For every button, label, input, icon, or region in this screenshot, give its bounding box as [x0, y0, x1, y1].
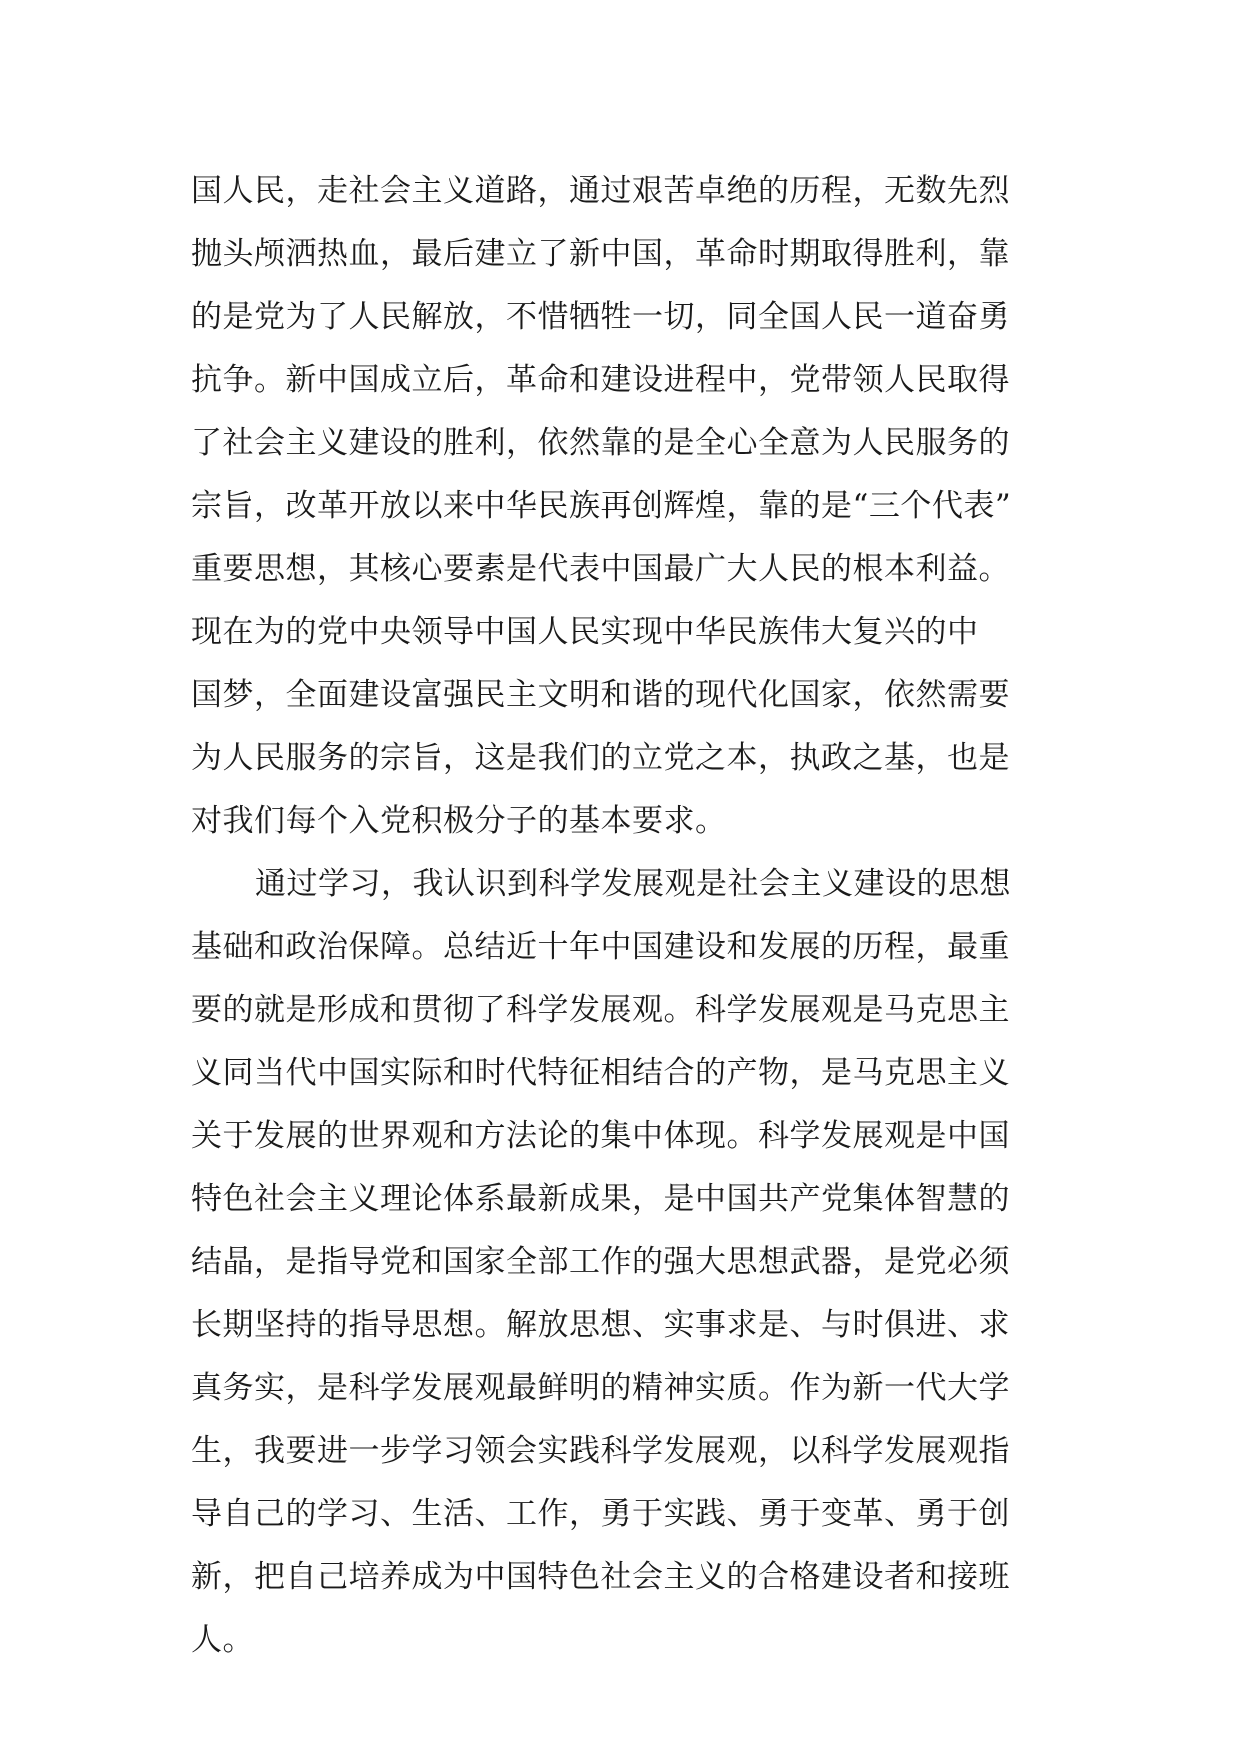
paragraph-1 [191, 160, 1071, 853]
text-line: 义同当代中国实际和时代特征相结合的产物，是马克思主义 [191, 1055, 1010, 1091]
text-line: 为人民服务的宗旨，这是我们的立党之本，执政之基，也是 [191, 740, 1010, 776]
text-line: 新，把自己培养成为中国特色社会主义的合格建设者和接班 [191, 1559, 1010, 1595]
text-line: 基础和政治保障。总结近十年中国建设和发展的历程，最重 [191, 929, 1010, 965]
paragraph-2 [191, 853, 1071, 1672]
text-line: 生，我要进一步学习领会实践科学发展观，以科学发展观指 [191, 1433, 1010, 1469]
text-line: 抗争。新中国成立后，革命和建设进程中，党带领人民取得 [191, 362, 1010, 398]
text-line: 导自己的学习、生活、工作，勇于实践、勇于变革、勇于创 [191, 1496, 1010, 1532]
text-line: 特色社会主义理论体系最新成果，是中国共产党集体智慧的 [191, 1181, 1010, 1217]
text-line: 的是党为了人民解放，不惜牺牲一切，同全国人民一道奋勇 [191, 299, 1010, 335]
text-line: 重要思想，其核心要素是代表中国最广大人民的根本利益。 [191, 551, 1010, 587]
text-line: 了社会主义建设的胜利，依然靠的是全心全意为人民服务的 [191, 425, 1010, 461]
text-line: 长期坚持的指导思想。解放思想、实事求是、与时俱进、求 [191, 1307, 1010, 1343]
text-line: 人。 [191, 1622, 254, 1658]
text-line: 真务实，是科学发展观最鲜明的精神实质。作为新一代大学 [191, 1370, 1010, 1406]
text-line: 抛头颅洒热血，最后建立了新中国，革命时期取得胜利，靠 [191, 236, 1010, 272]
text-line: 现在为的党中央领导中国人民实现中华民族伟大复兴的中 [191, 614, 979, 650]
text-line: 对我们每个入党积极分子的基本要求。 [191, 803, 727, 839]
text-line: 关于发展的世界观和方法论的集中体现。科学发展观是中国 [191, 1118, 1010, 1154]
text-line: 宗旨，改革开放以来中华民族再创辉煌，靠的是“三个代表” [191, 488, 1012, 524]
text-line: 国人民，走社会主义道路，通过艰苦卓绝的历程，无数先烈 [191, 173, 1010, 209]
text-line: 通过学习，我认识到科学发展观是社会主义建设的思想 [255, 866, 1011, 902]
text-line: 国梦，全面建设富强民主文明和谐的现代化国家，依然需要 [191, 677, 1010, 713]
text-line: 要的就是形成和贯彻了科学发展观。科学发展观是马克思主 [191, 992, 1010, 1028]
body-text [191, 160, 1071, 1672]
text-line: 结晶，是指导党和国家全部工作的强大思想武器，是党必须 [191, 1244, 1010, 1280]
